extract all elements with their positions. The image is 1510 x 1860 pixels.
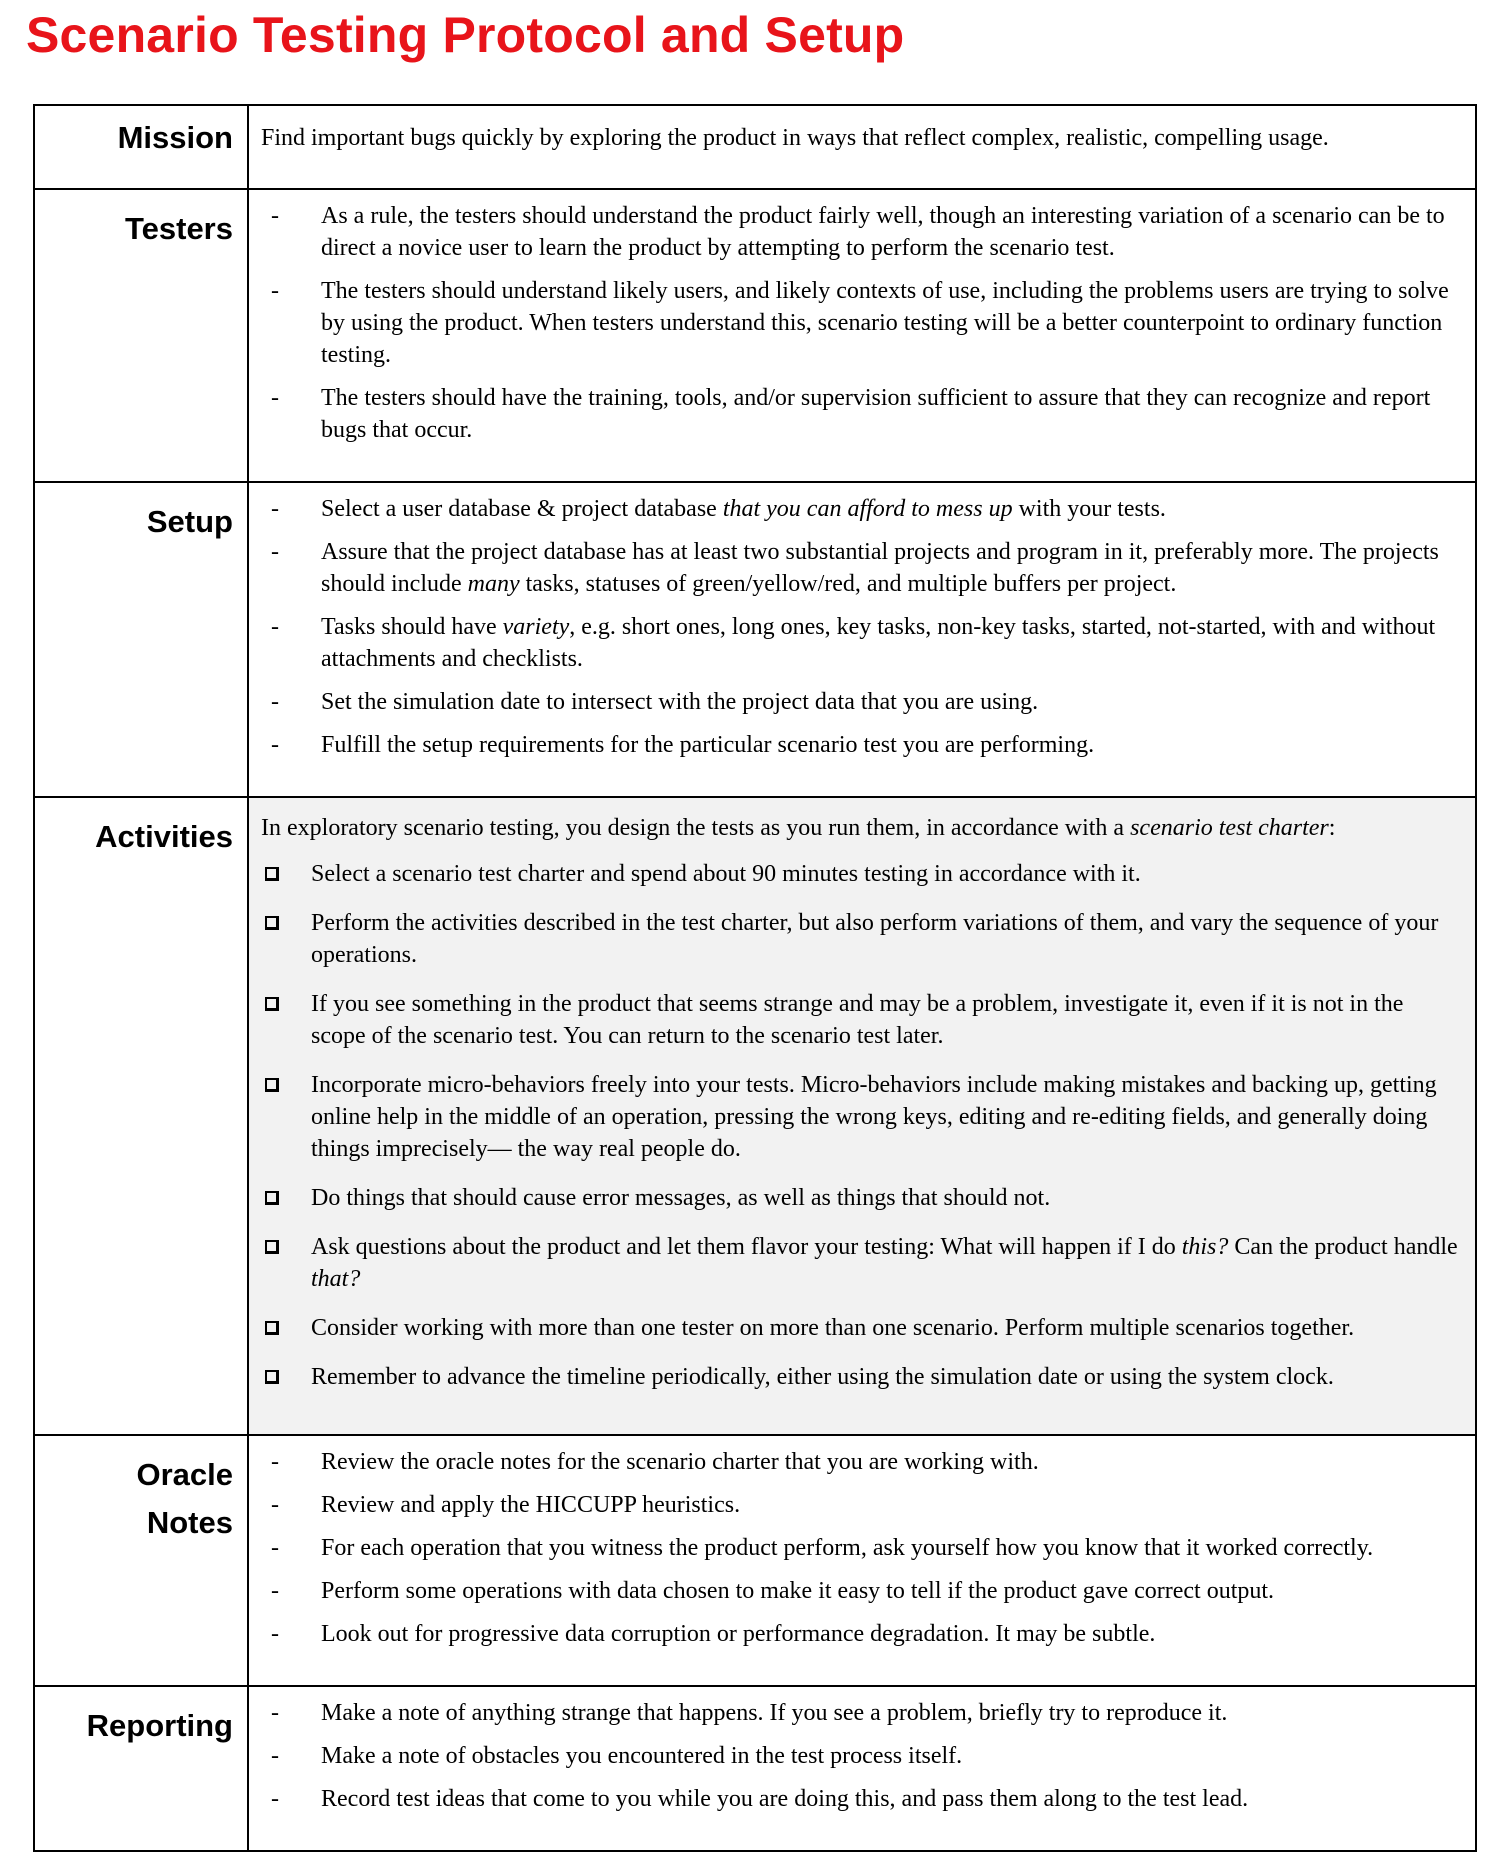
list-item-text: The testers should understand likely users, and likely contexts of use, including the problems users are trying to solve by using the product. When testers understand this, scenario testing will be a better counterpoint to ordinary function testing. (321, 278, 1449, 368)
checklist-item (261, 907, 1463, 971)
oracle-notes-label (34, 1435, 248, 1686)
list-item-text: Review and apply the HICCUPP heuristics. (321, 1492, 741, 1518)
list-item (261, 493, 1463, 525)
text-segment: Select a user database & project database (321, 496, 723, 522)
list-item (261, 1575, 1463, 1607)
oracle-notes-row (34, 1435, 1476, 1686)
reporting-label: Reporting (34, 1686, 248, 1851)
text-segment: Ask questions about the product and let them flavor your testing: What will happen if I do (311, 1234, 1182, 1260)
dash-bullet: - (271, 278, 279, 304)
list-item-text: Set the simulation date to intersect with the project data that you are using. (321, 689, 1039, 715)
list-item (261, 686, 1463, 718)
checkbox-icon (265, 916, 279, 930)
list-item-text: Do things that should cause error messages, as well as things that should not. (311, 1185, 1051, 1211)
list-item-text: If you see something in the product that seems strange and may be a problem, investigate it, even if it is not in the scope of the scenario test. You can return to the scenario test later. (311, 991, 1404, 1049)
dash-bullet: - (271, 689, 279, 715)
list-item-text: Look out for progressive data corruption or performance degradation. It may be subtle. (321, 1621, 1156, 1647)
setup-content (248, 482, 1476, 797)
checkbox-icon (265, 997, 279, 1011)
list-item-text: Make a note of obstacles you encountered in the test process itself. (321, 1743, 963, 1769)
oracle-label-line1: Oracle (136, 1457, 233, 1492)
list-item-text: Record test ideas that come to you while you are doing this, and pass them along to the test lead. (321, 1786, 1249, 1812)
checklist-item (261, 858, 1463, 890)
dash-bullet: - (271, 1449, 279, 1475)
activities-row (34, 797, 1476, 1435)
list-item (261, 611, 1463, 675)
checkbox-icon (265, 1370, 279, 1384)
list-item (261, 1783, 1463, 1815)
list-item (261, 729, 1463, 761)
text-segment: In exploratory scenario testing, you design the tests as you run them, in accordance with a (261, 815, 1131, 841)
text-segment: tasks, statuses of green/yellow/red, and multiple buffers per project. (519, 571, 1177, 597)
oracle-label-line2: Notes (146, 1505, 233, 1540)
list-item (261, 1446, 1463, 1478)
list-item-text: Consider working with more than one tester on more than one scenario. Perform multiple scenarios together. (311, 1315, 1355, 1341)
emphasis: many (467, 571, 520, 597)
mission-text (248, 105, 1476, 189)
checkbox-icon (265, 1078, 279, 1092)
testers-content (248, 189, 1476, 482)
checkbox-icon (265, 867, 279, 881)
setup-label: Setup (34, 482, 248, 797)
list-item (261, 1697, 1463, 1729)
checklist-item (261, 1312, 1463, 1344)
dash-bullet: - (271, 203, 279, 229)
list-item-text: Review the oracle notes for the scenario charter that you are working with. (321, 1449, 1039, 1475)
list-item-text: Make a note of anything strange that happens. If you see a problem, briefly try to reproduce it. (321, 1700, 1228, 1726)
activities-intro (261, 812, 1463, 844)
list-item (261, 1489, 1463, 1521)
dash-bullet: - (271, 614, 279, 640)
reporting-content (248, 1686, 1476, 1851)
emphasis: that? (311, 1266, 361, 1292)
dash-bullet: - (271, 1578, 279, 1604)
dash-bullet: - (271, 1535, 279, 1561)
activities-content (248, 797, 1476, 1435)
list-item (261, 275, 1463, 371)
list-item (261, 1532, 1463, 1564)
dash-bullet: - (271, 1492, 279, 1518)
dash-bullet: - (271, 385, 279, 411)
dash-bullet: - (271, 539, 279, 565)
list-item (261, 200, 1463, 264)
oracle-notes-content (248, 1435, 1476, 1686)
emphasis: that you can afford to mess up (722, 496, 1013, 522)
list-item-text: Select a scenario test charter and spend about 90 minutes testing in accordance with it. (311, 861, 1141, 887)
emphasis: this? (1181, 1234, 1229, 1260)
checkbox-icon (265, 1191, 279, 1205)
dash-bullet: - (271, 1621, 279, 1647)
list-item (261, 536, 1463, 600)
list-item-text: For each operation that you witness the product perform, ask yourself how you know that it worked correctly. (321, 1535, 1374, 1561)
list-item (261, 1618, 1463, 1650)
activities-label: Activities (34, 797, 248, 1435)
list-item-text: Perform some operations with data chosen to make it easy to tell if the product gave correct output. (321, 1578, 1275, 1604)
testers-row (34, 189, 1476, 482)
emphasis: variety (502, 614, 570, 640)
list-item-text: Fulfill the setup requirements for the particular scenario test you are performing. (321, 732, 1095, 758)
text-segment: Can the product handle (1228, 1234, 1458, 1260)
list-item-text: Incorporate micro-behaviors freely into your tests. Micro-behaviors include making mistakes and backing up, getting online help in the middle of an operation, pressing the wrong keys, editing and re-editing fields, and generally doing things imprecisely— the way real people do. (311, 1072, 1437, 1162)
checklist-item (261, 988, 1463, 1052)
checklist-item (261, 1069, 1463, 1165)
dash-bullet: - (271, 496, 279, 522)
text-segment: Tasks should have (321, 614, 503, 640)
text-segment: with your tests. (1012, 496, 1166, 522)
mission-label: Mission (34, 105, 248, 189)
checklist-item (261, 1182, 1463, 1214)
list-item-text: The testers should have the training, tools, and/or supervision sufficient to assure that they can recognize and report bugs that occur. (321, 385, 1431, 443)
list-item-text: As a rule, the testers should understand the product fairly well, though an interesting variation of a scenario can be to direct a novice user to learn the product by attempting to perform the scenario test. (321, 203, 1445, 261)
dash-bullet: - (271, 732, 279, 758)
dash-bullet: - (271, 1743, 279, 1769)
mission-text-content: Find important bugs quickly by exploring the product in ways that reflect complex, realistic, compelling usage. (261, 125, 1329, 151)
page-title: Scenario Testing Protocol and Setup (26, 7, 905, 63)
list-item (261, 382, 1463, 446)
checklist-item (261, 1231, 1463, 1295)
dash-bullet: - (271, 1786, 279, 1812)
reporting-row (34, 1686, 1476, 1851)
checkbox-icon (265, 1240, 279, 1254)
list-item-text: Perform the activities described in the test charter, but also perform variations of them, and vary the sequence of your operations. (311, 910, 1439, 968)
testers-label: Testers (34, 189, 248, 482)
checkbox-icon (265, 1321, 279, 1335)
mission-row (34, 105, 1476, 189)
dash-bullet: - (271, 1700, 279, 1726)
list-item-text: Remember to advance the timeline periodically, either using the simulation date or using the system clock. (311, 1364, 1334, 1390)
text-segment: : (1328, 815, 1336, 841)
checklist-item (261, 1361, 1463, 1393)
text-segment: , e.g. short ones, long ones, key tasks, non-key tasks, started, not-started, with and without attachments and checklists. (321, 614, 1436, 672)
setup-row (34, 482, 1476, 797)
text-segment: Assure that the project database has at least two substantial projects and program in it, preferably more. The projects should include (321, 539, 1439, 597)
protocol-table (33, 104, 1477, 1852)
emphasis: scenario test charter (1130, 815, 1329, 841)
list-item (261, 1740, 1463, 1772)
